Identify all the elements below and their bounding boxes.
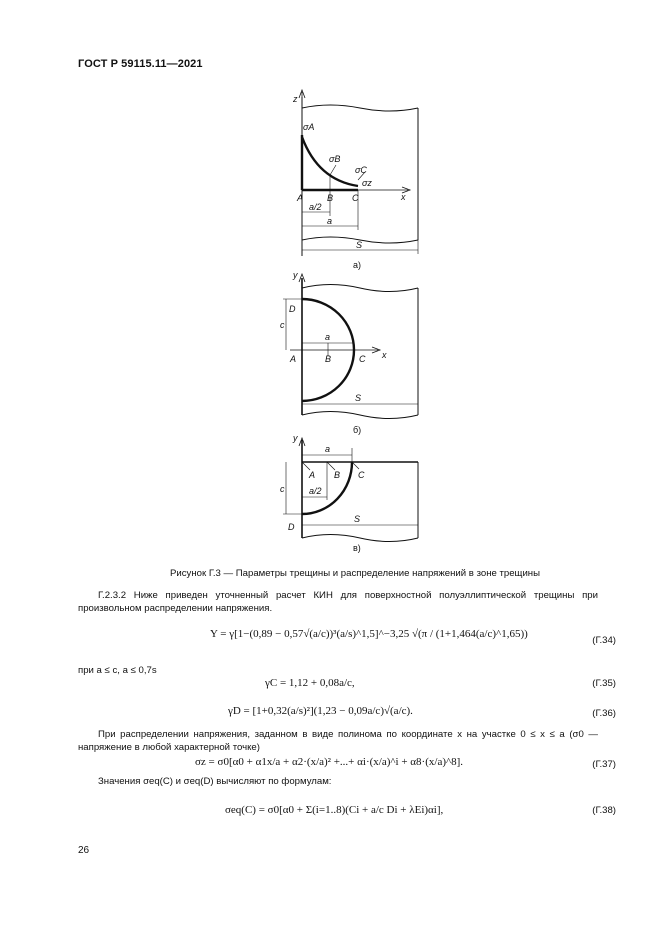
subfigure-b-label: б) [353, 425, 362, 435]
equation-number-g36: (Г.36) [592, 708, 616, 719]
label-d-point: D [288, 522, 295, 532]
equation-number-g35: (Г.35) [592, 678, 616, 689]
paragraph-polynomial: При распределении напряжения, заданном в виде полинома по координате x на участке 0 ≤ x ≤ a (σ0 — напряжение в любой характерной точке) [78, 729, 598, 753]
equation-g36: γD = [1+0,32(a/s)²](1,23 − 0,09a/c)√(a/c). [228, 705, 413, 717]
label-sigma-z: σz [362, 178, 372, 188]
document-header: ГОСТ Р 59115.11—2021 [78, 58, 203, 70]
label-x: x [382, 350, 387, 360]
label-sigma-a: σA [303, 122, 315, 132]
page-number: 26 [78, 845, 90, 856]
condition-text: при a ≤ c, a ≤ 0,7s [78, 665, 157, 676]
paragraph-intro-text: Г.2.3.2 Ниже приведен уточненный расчет КИН для поверхностной полуэллиптической трещины при произвольном распределении напряжения. [78, 590, 598, 614]
equation-g37: σz = σ0[α0 + α1x/a + α2·(x/a)² +...+ αi·(x/a)^i + α8·(x/a)^8]. [195, 756, 464, 768]
equation-number-g34: (Г.34) [592, 635, 616, 646]
equation-number-g37: (Г.37) [592, 759, 616, 770]
label-y: y [293, 433, 298, 443]
equation-g38: σeq(C) = σ0[α0 + Σ(i=1..8)(Ci + a/c Di + λEi)αi], [225, 804, 444, 816]
label-a-dim: a [325, 332, 331, 342]
label-b-point: B [334, 470, 341, 480]
label-c-point: C [358, 470, 365, 480]
equation-number-g38: (Г.38) [592, 805, 616, 816]
equation-g35: γC = 1,12 + 0,08a/c, [265, 677, 355, 689]
paragraph-intro [78, 589, 598, 615]
label-z: z [293, 94, 298, 104]
label-c-dim: c [280, 320, 285, 330]
label-b-point: B [327, 193, 334, 203]
subfigure-a-label: а) [353, 260, 362, 270]
label-a-point: A [290, 354, 297, 364]
equation-g34: Y = γ[1−(0,89 − 0,57√(a/c))³(a/s)^1,5]^−3,25 √(π / (1+1,464(a/c)^1,65)) [210, 628, 528, 640]
label-a-dim: a [327, 216, 333, 226]
label-c-point: C [352, 193, 359, 203]
label-c-dim: c [280, 484, 285, 494]
figure-caption: Рисунок Г.3 — Параметры трещины и распределение напряжений в зоне трещины [169, 568, 541, 579]
label-y: y [293, 270, 298, 280]
label-sigma-b: σB [329, 154, 341, 164]
label-s-dim: S [355, 393, 362, 403]
label-x: x [401, 192, 406, 202]
figure-b [283, 274, 418, 419]
label-a-half: a/2 [309, 202, 322, 212]
subfigure-c-label: в) [353, 543, 361, 553]
label-a-point: A [309, 470, 316, 480]
label-sigma-c: σC [355, 165, 367, 175]
paragraph-values: Значения σeq(C) и σeq(D) вычисляют по формулам: [98, 776, 332, 787]
label-a-dim: a [325, 444, 331, 454]
label-s-dim: S [354, 514, 361, 524]
label-a-point: A [297, 193, 304, 203]
label-d-point: D [289, 304, 296, 314]
label-b-point: B [325, 354, 332, 364]
label-s-dim: S [356, 240, 363, 250]
label-a-half: a/2 [309, 486, 322, 496]
figure-c [283, 438, 418, 542]
label-c-point: C [359, 354, 366, 364]
